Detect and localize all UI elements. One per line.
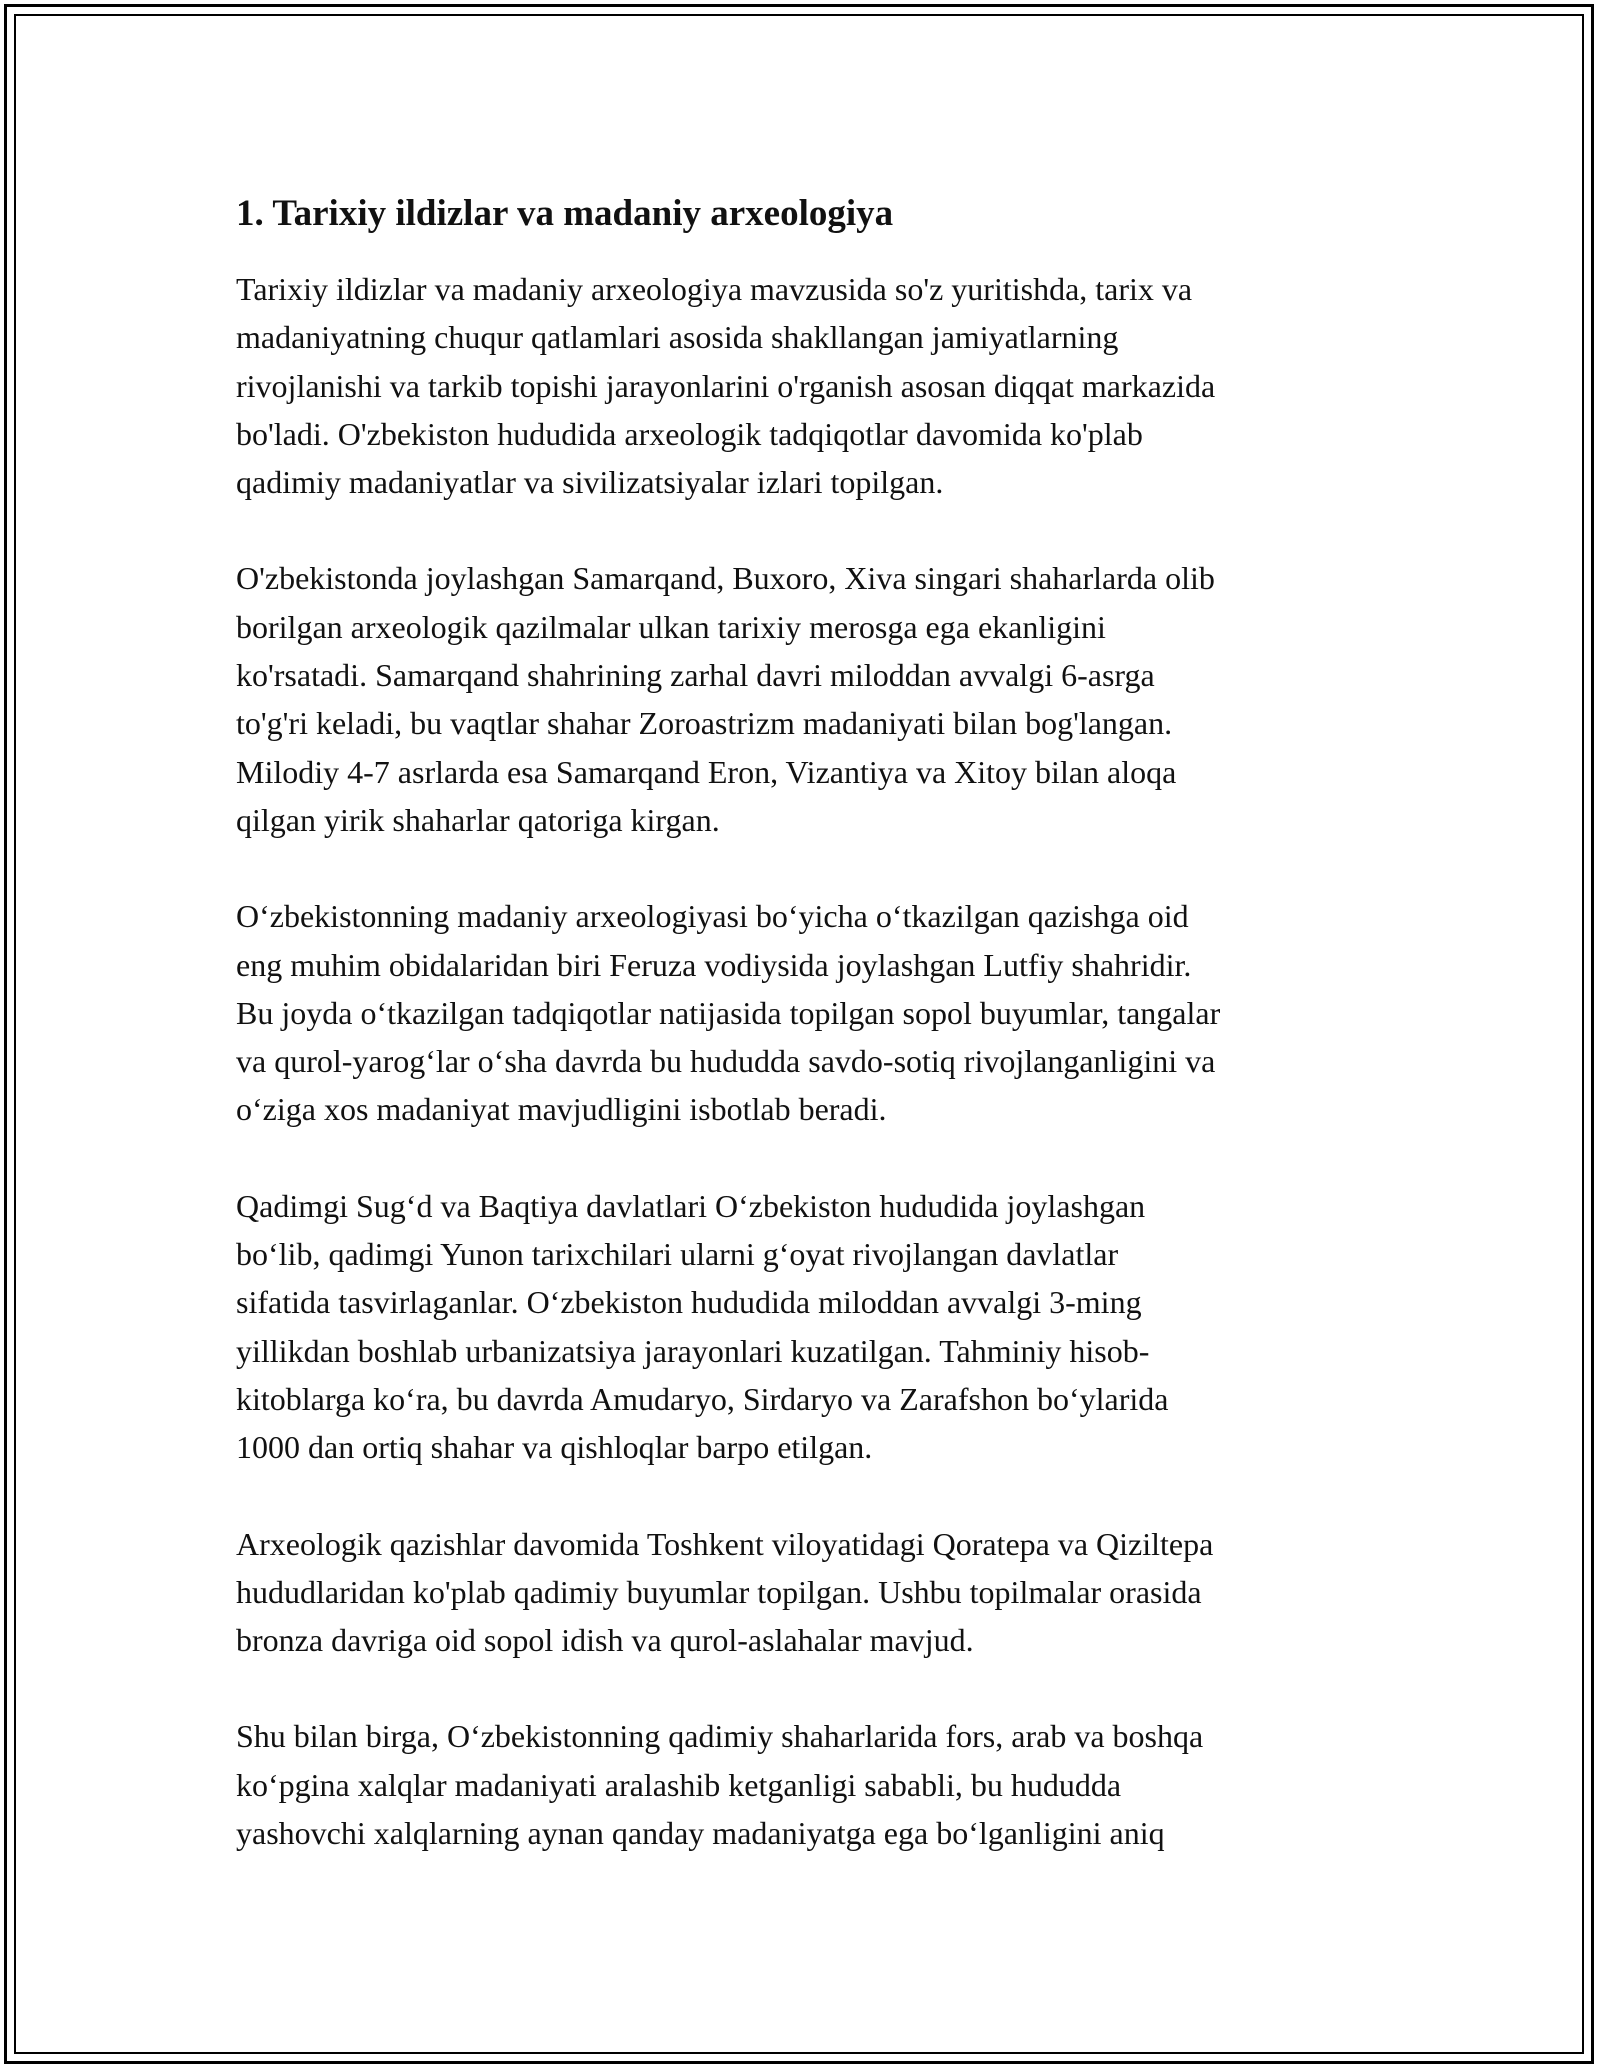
text-line: Shu bilan birga, O‘zbekistonning qadimiy shaharlarida fors, arab va boshqa	[236, 1718, 1204, 1755]
text-line: O‘zbekistonning madaniy arxeologiyasi bo‘yicha o‘tkazilgan qazishga oid	[236, 898, 1189, 935]
document-body	[236, 183, 1376, 1905]
text-line: rivojlanishi va tarkib topishi jarayonlarini o'rganish asosan diqqat markazida	[236, 367, 1216, 404]
text-line: to'g'ri keladi, bu vaqtlar shahar Zoroastrizm madaniyati bilan bog'langan.	[236, 705, 1173, 742]
paragraph-6	[236, 1712, 1376, 1857]
text-line: ko'rsatadi. Samarqand shahrining zarhal davri miloddan avvalgi 6-asrga	[236, 657, 1155, 694]
text-line: kitoblarga ko‘ra, bu davrda Amudaryo, Sirdaryo va Zarafshon bo‘ylarida	[236, 1380, 1169, 1417]
text-line: bronza davriga oid sopol idish va qurol-aslahalar mavjud.	[236, 1622, 974, 1659]
text-line: sifatida tasvirlaganlar. O‘zbekiston hududida miloddan avvalgi 3-ming	[236, 1284, 1142, 1321]
text-line: Arxeologik qazishlar davomida Toshkent viloyatidagi Qoratepa va Qiziltepa	[236, 1525, 1214, 1562]
text-line: yashovchi xalqlarning aynan qanday madaniyatga ega bo‘lganligini aniq	[236, 1815, 1165, 1852]
text-line: eng muhim obidalaridan biri Feruza vodiysida joylashgan Lutfiy shahridir.	[236, 946, 1192, 983]
text-line: o‘ziga xos madaniyat mavjudligini isbotlab beradi.	[236, 1091, 887, 1128]
text-line: Qadimgi Sug‘d va Baqtiya davlatlari O‘zbekiston hududida joylashgan	[236, 1187, 1146, 1224]
text-line: O'zbekistonda joylashgan Samarqand, Buxoro, Xiva singari shaharlarda olib	[236, 560, 1215, 597]
text-line: hududlaridan ko'plab qadimiy buyumlar topilgan. Ushbu topilmalar orasida	[236, 1573, 1202, 1610]
text-line: madaniyatning chuqur qatlamlari asosida shakllangan jamiyatlarning	[236, 319, 1119, 356]
text-line: bo‘lib, qadimgi Yunon tarixchilari ularni g‘oyat rivojlangan davlatlar	[236, 1236, 1119, 1273]
text-line: borilgan arxeologik qazilmalar ulkan tarixiy merosga ega ekanligini	[236, 608, 1106, 645]
paragraph-4	[236, 1182, 1376, 1472]
section-heading: 1. Tarixiy ildizlar va madaniy arxeologiya	[236, 193, 894, 234]
text-line: Tarixiy ildizlar va madaniy arxeologiya mavzusida so'z yuritishda, tarix va	[236, 271, 1193, 307]
text-line: qadimiy madaniyatlar va sivilizatsiyalar izlari topilgan.	[236, 464, 944, 501]
text-line: va qurol-yarog‘lar o‘sha davrda bu hududda savdo-sotiq rivojlanganligini va	[236, 1043, 1216, 1080]
text-line: Bu joyda o‘tkazilgan tadqiqotlar natijasida topilgan sopol buyumlar, tangalar	[236, 994, 1221, 1031]
text-line: Milodiy 4-7 asrlarda esa Samarqand Eron, Vizantiya va Xitoy bilan aloqa	[236, 753, 1177, 790]
text-line: 1000 dan ortiq shahar va qishloqlar barpo etilgan.	[236, 1429, 873, 1466]
paragraph-3	[236, 892, 1376, 1133]
text-line: ko‘pgina xalqlar madaniyati aralashib ketganligi sababli, bu hududda	[236, 1766, 1122, 1803]
paragraph-2	[236, 554, 1376, 844]
paragraph-1	[236, 265, 1376, 506]
text-line: qilgan yirik shaharlar qatoriga kirgan.	[236, 801, 720, 838]
text-line: bo'ladi. O'zbekiston hududida arxeologik tadqiqotlar davomida ko'plab	[236, 415, 1143, 452]
text-line: yillikdan boshlab urbanizatsiya jarayonlari kuzatilgan. Tahminiy hisob-	[236, 1332, 1150, 1369]
paragraph-5	[236, 1520, 1376, 1665]
